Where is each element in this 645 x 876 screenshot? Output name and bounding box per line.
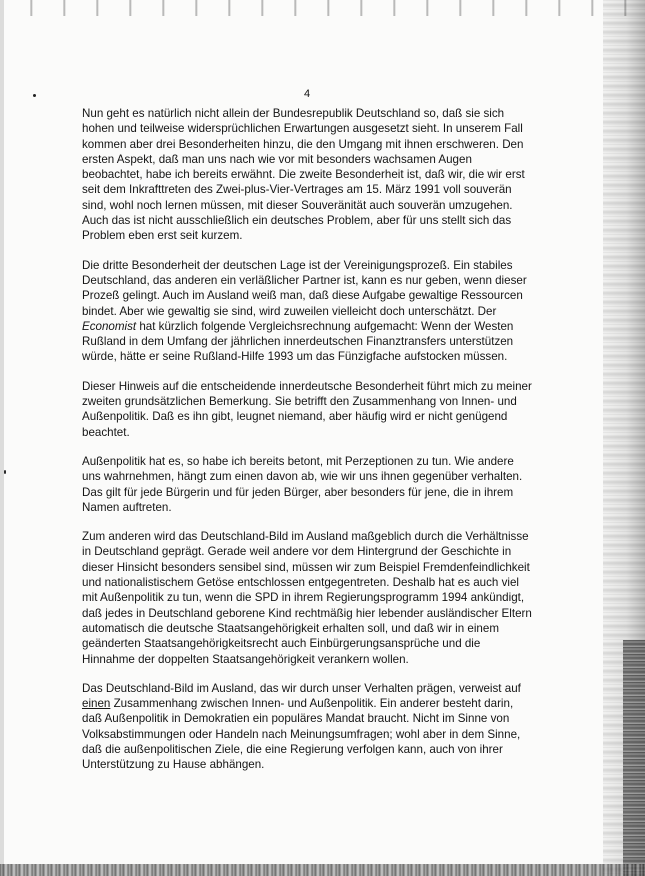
- scan-shadow-right: [623, 640, 645, 876]
- paragraph-6: [82, 681, 534, 773]
- body-text: [82, 106, 534, 787]
- paragraph-5: Zum anderen wird das Deutschland-Bild im Ausland maßgeblich durch die Verhältnisse in Deutschland geprägt. Gerade weil andere vor dem Hintergrund der Geschichte in dieser Hinsicht besonders sensibel sind, müssen wir zum Beispiel Fremdenfeindlichkeit und nationalistischem Getöse entschlossen entgegentreten. Deshalb hat es auch viel mit Außenpolitik zu tun, wenn die SPD in ihrem Regierungsprogramm 1994 ankündigt, daß jedes in Deutschland geborene Kind rechtmäßig hier lebender ausländischer Eltern automatisch die deutsche Staatsangehörigkeit erhalten soll, und daß wir in einem geänderten Staatsangehörigkeitsrecht auch Einbürgerungsansprüche und die Hinnahme der doppelten Staatsangehörigkeit verankern wollen.: [82, 530, 532, 666]
- paragraph-3: Dieser Hinweis auf die entscheidende innerdeutsche Besonderheit führt mich zu meiner zweiten grundsätzlichen Bemerkung. Sie betrifft den Zusammenhang von Innen- und Außenpolitik. Daß es ihn gibt, leugnet niemand, aber häufig wird er nicht genügend beachtet.: [82, 379, 532, 439]
- economist-italic: Economist: [82, 319, 137, 333]
- paragraph-6-text-before: Das Deutschland-Bild im Ausland, das wir durch unser Verhalten prägen, verweist auf: [82, 681, 521, 695]
- paragraph-4: Außenpolitik hat es, so habe ich bereits betont, mit Perzeptionen zu tun. Wie andere uns wahrnehmen, hängt zum einen davon ab, wie wir uns ihnen gegenüber verhalten. Das gilt für jede Bürgerin und für jeden Bürger, aber besonders für jene, die in ihrem Namen auftreten.: [82, 454, 523, 514]
- scan-edge-top: [0, 0, 645, 16]
- scan-edge-bottom: [0, 864, 645, 876]
- paragraph-2-text-after: hat kürzlich folgende Vergleichsrechnung aufgemacht: Wenn der Westen Rußland in dem Umfang der jährlichen innerdeutschen Finanztransfers unterstützen würde, hätte er seine Rußland-Hilfe 1993 um das Fünzigfache aufstocken müssen.: [82, 319, 514, 364]
- paragraph-2: [82, 258, 534, 365]
- scan-edge-left: [0, 0, 4, 876]
- scan-speck: [33, 94, 36, 97]
- page-number: 4: [304, 88, 311, 100]
- scan-speck: [4, 470, 6, 474]
- paragraph-6-text-after: Zusammenhang zwischen Innen- und Außenpolitik. Ein anderer besteht darin, daß Außenpolitik in Demokratien ein populäres Mandat braucht. Nicht im Sinne von Volksabstimmungen oder Handeln nach Meinungsumfragen; wohl aber in dem Sinne, daß die außenpolitischen Ziele, die eine Regierung verfolgen kann, auch von ihrer Unterstützung zu Hause abhängen.: [82, 697, 521, 772]
- einen-underlined: einen: [82, 697, 111, 711]
- paragraph-1: Nun geht es natürlich nicht allein der Bundesrepublik Deutschland so, daß sie sich hohen und teilweise widersprüchlichen Erwartungen ausgesetzt sieht. In unserem Fall kommen aber drei Besonderheiten hinzu, die den Umgang mit ihnen erschweren. Den ersten Aspekt, daß man uns nach wie vor mit besonders wachsamen Augen beobachtet, habe ich bereits erwähnt. Die zweite Besonderheit ist, daß wir, die wir erst seit dem Inkrafttreten des Zwei-plus-Vier-Vertrages am 15. März 1991 voll souverän sind, wohl noch lernen müssen, mit dieser Souveränität auch souverän umzugehen. Auch das ist nicht ausschließlich ein deutsches Problem, aber für uns stellt sich das Problem eben erst seit kurzem.: [82, 107, 525, 243]
- paragraph-2-text-before: Die dritte Besonderheit der deutschen Lage ist der Vereinigungsprozeß. Ein stabiles Deutschland, das anderen ein verläßlicher Partner ist, kann es nur geben, wenn dieser Prozeß gelingt. Auch im Ausland weiß man, daß diese Aufgabe gewaltige Ressourcen bindet. Aber wie gewaltig sie sind, wird zuweilen vielleicht doch unterschätzt. Der: [82, 258, 527, 318]
